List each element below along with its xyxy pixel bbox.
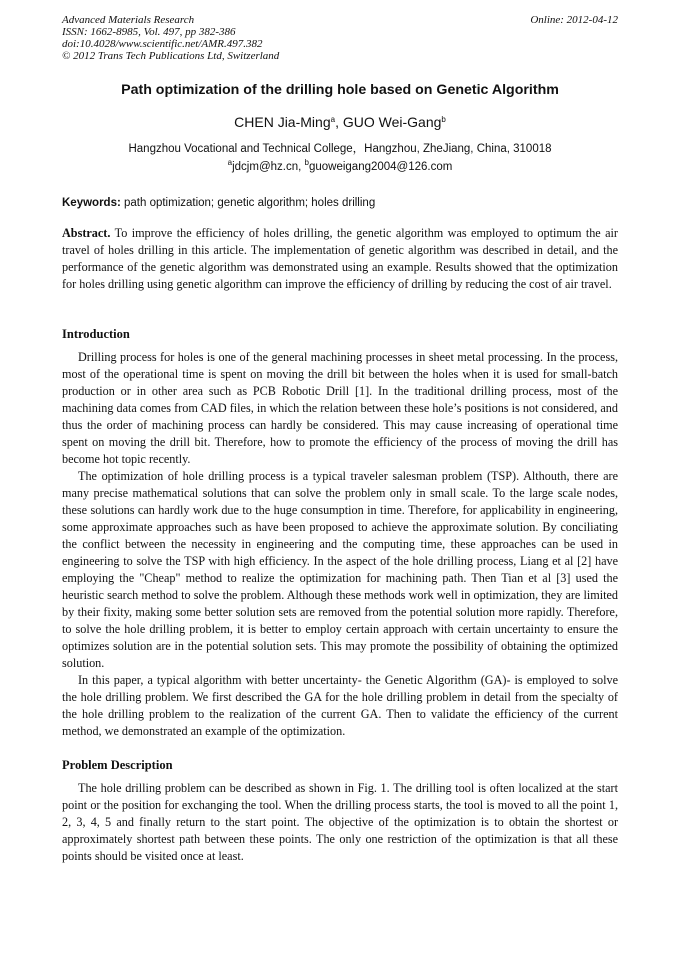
email-a-mark: a	[227, 158, 233, 167]
email-line	[62, 158, 618, 173]
abstract-label: Abstract.	[62, 226, 111, 240]
author-2-affil-mark: b	[441, 115, 446, 124]
email-b-mark: b	[304, 158, 309, 167]
paragraph: The hole drilling problem can be described as shown in Fig. 1. The drilling tool is often localized at the start point or the position for exchanging the tool. When the drilling process starts, the tool is moved to all the point 1, 2, 3, 4, 5 and finally return to the start point. The objective of the optimization is to obtain the shortest or approximately shortest path between these points. The only one restriction of the optimization is that all these points should be visited once at least.	[62, 781, 618, 863]
problem-body	[62, 780, 618, 865]
abstract	[62, 225, 618, 293]
paragraph: The optimization of hole drilling process is a typical traveler salesman problem (TSP). Althouth, there are many precise mathematical solutions that can solve the problem only in small scale. To the large scale nodes, these solutions can hardly work due to the huge consumption in time. Therefore, for applicability in engineering, some approximate approaches such as have been proposed to achieve the approximate solution. By conciliating the conflict between the necessity in engineering and the computing time, these approaches can be used in engineering to solve the TSP with high efficiency. In the aspect of the hole drilling process, Liang et al [2] have employing the "Cheap" method to realize the optimization for machining path. Then Tian et al [3] used the heuristic search method to solve the problem. Although these methods work well in optimization, they are limited by their fixity, making some better solution sets are removed from the potential solution more rapidly. Therefore, to solve the hole drilling problem, it is better to employ certain approach with certain uncertainty to ensure the optimizes solution are in the potential solution sets. This may promote the possibility of obtaining the optimized solution.	[62, 469, 618, 670]
email-b[interactable]: guoweigang2004@126.com	[308, 161, 453, 173]
abstract-text: To improve the efficiency of holes drilling, the genetic algorithm was employed to optimum the air travel of holes drilling in this article. The implementation of genetic algorithm was described in detail, and the performance of the genetic algorithm was demonstrated using an example. Results showed that the optimization for holes drilling using genetic algorithm can improve the efficiency of drilling by reducing the cost of air travel.	[62, 226, 618, 291]
introduction-body	[62, 349, 618, 740]
author-separator: ,	[335, 114, 343, 130]
doi-line[interactable]: doi:10.4028/www.scientific.net/AMR.497.382	[62, 38, 263, 50]
problem-heading: Problem Description	[62, 758, 173, 772]
journal-name: Advanced Materials Research	[62, 14, 195, 26]
email-a[interactable]: jdcjm@hz.cn,	[232, 161, 305, 173]
author-1-affil-mark: a	[330, 115, 336, 124]
online-date: Online: 2012-04-12	[530, 14, 618, 26]
keywords	[62, 197, 618, 209]
paper-title: Path optimization of the drilling hole based on Genetic Algorithm	[121, 82, 559, 98]
journal-header	[62, 14, 618, 62]
affiliation: Hangzhou Vocational and Technical College，Hangzhou, ZheJiang, China, 310018	[128, 143, 552, 155]
author-line	[62, 114, 618, 130]
paragraph: Drilling process for holes is one of the general machining processes in sheet metal processing. In the process, most of the operational time is spent on moving the drill bit between the holes when it is used for small-batch production or in other area such as PCB Robotic Drill [1]. In the traditional drilling process, most of the machining data comes from CAD files, in which the relation between these hole’s positions is not considered, and thus the order of machining process can hardly be considered. This may cause increasing of operational time spent on moving the drill bit. Therefore, how to promote the efficiency of the process of moving the drill has become hot topic recently.	[62, 350, 618, 466]
keywords-label: Keywords:	[62, 197, 121, 209]
author-1: CHEN Jia-Ming	[234, 114, 331, 130]
issn-line: ISSN: 1662-8985, Vol. 497, pp 382-386	[62, 26, 236, 38]
keywords-text: path optimization; genetic algorithm; holes drilling	[120, 197, 376, 209]
copyright-line: © 2012 Trans Tech Publications Ltd, Switzerland	[62, 50, 280, 62]
paragraph: In this paper, a typical algorithm with better uncertainty- the Genetic Algorithm (GA)- is employed to solve the hole drilling problem. We first described the GA for the hole drilling problem in detail from the specialty of the hole drilling problem to the realization of the current GA. Then to validate the efficiency of the current method, we demonstrated an example of the optimization.	[62, 673, 618, 738]
author-2: GUO Wei-Gang	[342, 114, 442, 130]
introduction-heading: Introduction	[62, 327, 130, 341]
